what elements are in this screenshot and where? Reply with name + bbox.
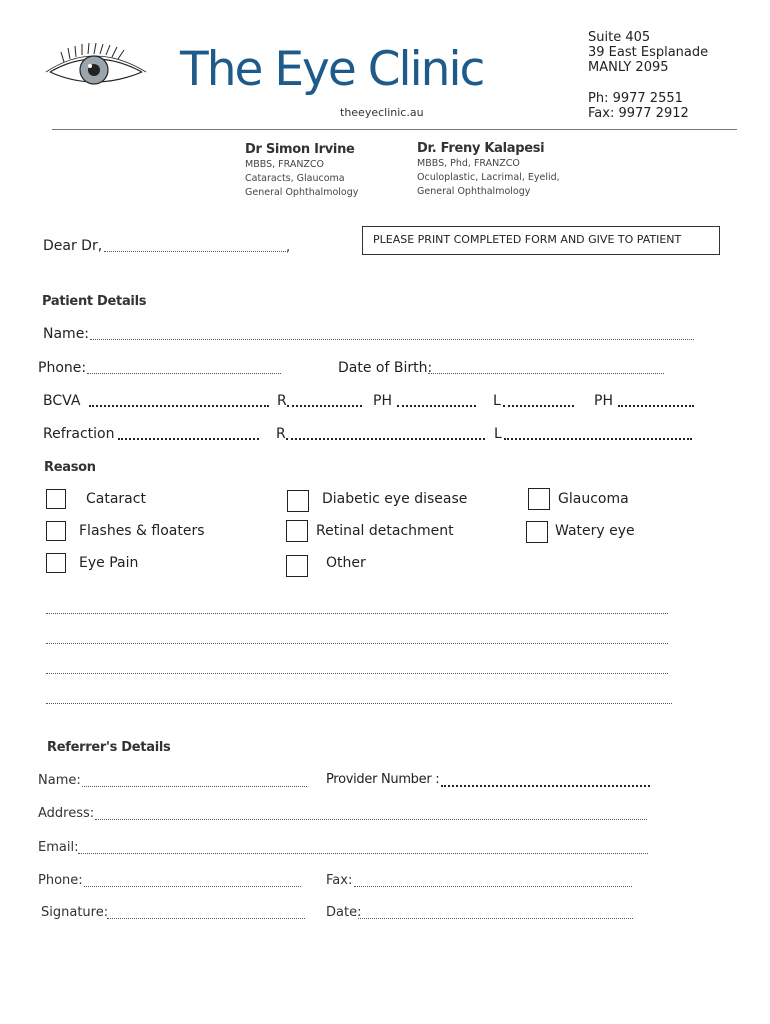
refraction-l-label: L xyxy=(494,426,502,442)
referrer-email-label: Email: xyxy=(38,840,79,855)
doctor-specialty: Oculoplastic, Lacrimal, Eyelid, xyxy=(417,172,560,183)
bcva-label: BCVA xyxy=(43,393,81,409)
patient-phone-field[interactable] xyxy=(87,373,281,374)
referrer-email-field[interactable] xyxy=(78,853,648,854)
referrer-address-field[interactable] xyxy=(95,819,647,820)
bcva-r-field[interactable] xyxy=(287,405,362,407)
bcva-l-field[interactable] xyxy=(503,405,574,407)
retinal-detachment-label: Retinal detachment xyxy=(316,523,454,539)
referrer-phone-field[interactable] xyxy=(84,886,301,887)
eye-logo-icon xyxy=(44,42,148,92)
bcva-ph-r-field[interactable] xyxy=(397,405,476,407)
doctor-specialty: Cataracts, Glaucoma xyxy=(245,173,345,184)
dob-field[interactable] xyxy=(428,373,664,374)
bcva-ph-label: PH xyxy=(594,393,613,409)
eye-pain-label: Eye Pain xyxy=(79,555,139,571)
reason-notes-line[interactable] xyxy=(46,673,668,674)
comma: , xyxy=(286,240,291,255)
address-line-3: MANLY 2095 xyxy=(588,60,669,75)
doctor-specialty: General Ophthalmology xyxy=(245,187,359,198)
cataract-checkbox[interactable] xyxy=(46,489,66,509)
other-label: Other xyxy=(326,555,366,571)
referrer-name-field[interactable] xyxy=(82,786,307,787)
bcva-ph-label: PH xyxy=(373,393,392,409)
refraction-l-field[interactable] xyxy=(504,438,692,440)
watery-eye-label: Watery eye xyxy=(555,523,635,539)
notice-text: PLEASE PRINT COMPLETED FORM AND GIVE TO PATIENT xyxy=(373,233,682,246)
flashes-floaters-label: Flashes & floaters xyxy=(79,523,205,539)
referrer-address-label: Address: xyxy=(38,806,95,821)
referrer-fax-label: Fax: xyxy=(326,873,353,888)
referrer-phone-label: Phone: xyxy=(38,873,83,888)
clinic-name: The Eye Clinic xyxy=(180,42,484,97)
website: theeyeclinic.au xyxy=(340,106,424,119)
referrer-details-heading: Referrer's Details xyxy=(47,740,171,755)
dob-label: Date of Birth: xyxy=(338,360,433,376)
address-line-2: 39 East Esplanade xyxy=(588,45,709,60)
patient-name-field[interactable] xyxy=(90,339,694,340)
addressee-field[interactable] xyxy=(104,251,286,252)
reason-notes-line[interactable] xyxy=(46,613,668,614)
retinal-detachment-checkbox[interactable] xyxy=(286,520,308,542)
clinic-phone: Ph: 9977 2551 xyxy=(588,91,683,106)
patient-phone-label: Phone: xyxy=(38,360,87,376)
other-checkbox[interactable] xyxy=(286,555,308,577)
watery-eye-checkbox[interactable] xyxy=(526,521,548,543)
patient-name-label: Name: xyxy=(43,326,90,342)
provider-number-label: Provider Number : xyxy=(326,772,440,787)
provider-number-field[interactable] xyxy=(441,785,650,787)
bcva-r-label: R xyxy=(277,393,287,409)
date-label: Date: xyxy=(326,905,362,920)
glaucoma-label: Glaucoma xyxy=(558,491,629,507)
referrer-name-label: Name: xyxy=(38,773,81,788)
doctor-credentials: MBBS, Phd, FRANZCO xyxy=(417,158,520,169)
address-line-1: Suite 405 xyxy=(588,30,651,45)
bcva-l-label: L xyxy=(493,393,501,409)
refraction-r-label: R xyxy=(276,426,286,442)
diabetic-eye-disease-label: Diabetic eye disease xyxy=(322,491,468,507)
cataract-label: Cataract xyxy=(86,491,146,507)
referrer-fax-field[interactable] xyxy=(354,886,632,887)
header-divider xyxy=(52,129,737,130)
doctor-credentials: MBBS, FRANZCO xyxy=(245,159,325,170)
date-field[interactable] xyxy=(358,918,633,919)
doctor-name: Dr. Freny Kalapesi xyxy=(417,141,545,156)
clinic-fax: Fax: 9977 2912 xyxy=(588,106,689,121)
bcva-ph-l-field[interactable] xyxy=(618,405,694,407)
greeting-label: Dear Dr, xyxy=(43,238,103,254)
diabetic-eye-disease-checkbox[interactable] xyxy=(287,490,309,512)
reason-heading: Reason xyxy=(44,460,96,475)
glaucoma-checkbox[interactable] xyxy=(528,488,550,510)
flashes-floaters-checkbox[interactable] xyxy=(46,521,66,541)
eye-pain-checkbox[interactable] xyxy=(46,553,66,573)
patient-details-heading: Patient Details xyxy=(42,294,147,309)
refraction-label: Refraction xyxy=(43,426,115,442)
signature-field[interactable] xyxy=(107,918,305,919)
bcva-field[interactable] xyxy=(89,405,269,407)
doctor-specialty: General Ophthalmology xyxy=(417,186,531,197)
reason-notes-line[interactable] xyxy=(46,703,672,704)
refraction-r-field[interactable] xyxy=(286,438,485,440)
signature-label: Signature: xyxy=(41,905,109,920)
reason-notes-line[interactable] xyxy=(46,643,668,644)
doctor-name: Dr Simon Irvine xyxy=(245,142,355,157)
refraction-field[interactable] xyxy=(118,438,259,440)
